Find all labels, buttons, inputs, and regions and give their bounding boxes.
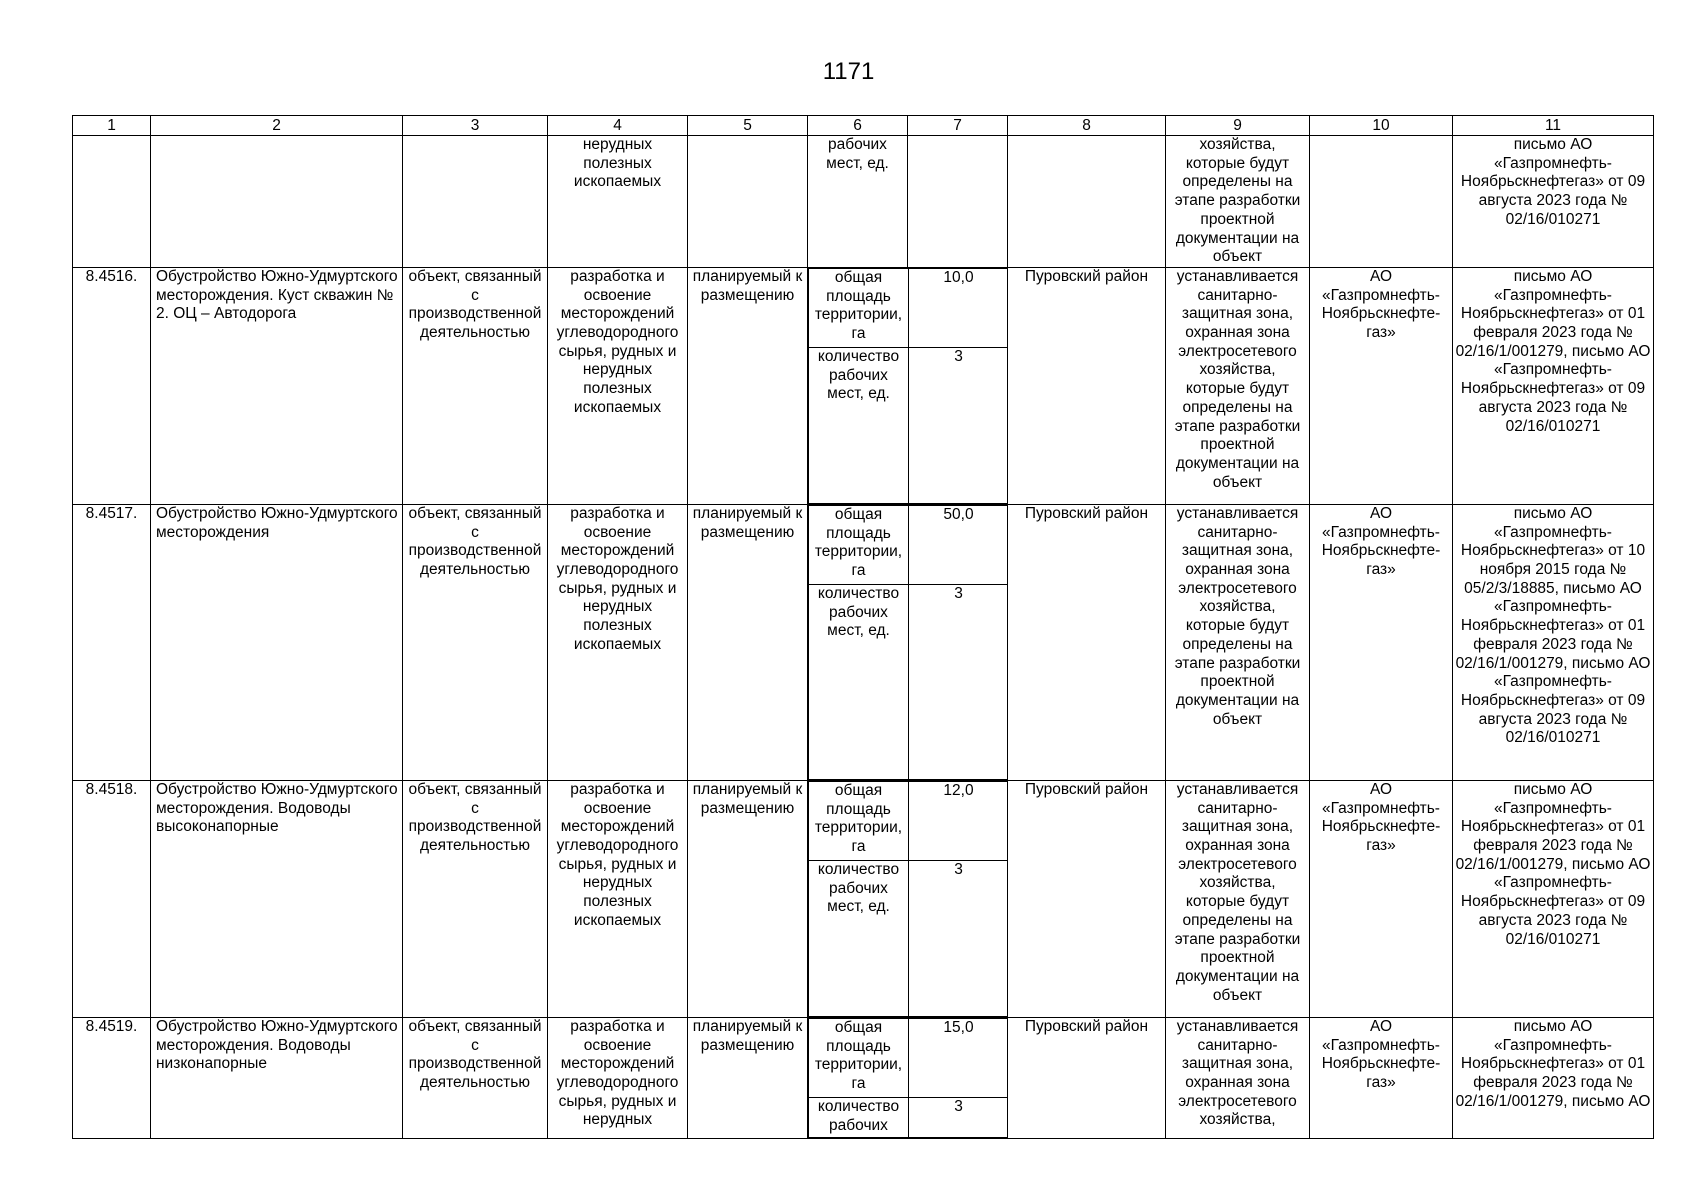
col-number: 5 [688,116,808,136]
object-type: объект, связанный с производственной деятельностью [403,780,548,1017]
object-status: планируемый к размещению [688,1017,808,1138]
organization-cell: АО «Газпромнефть-Ноябрьскнефте-газ» [1310,780,1453,1017]
characteristic-label: количество рабочих мест, ед. [809,860,909,1016]
purpose-cell: нерудных полезных ископаемых [548,136,688,268]
col-number: 4 [548,116,688,136]
col-number: 7 [908,116,1008,136]
column-numbers-row [73,116,1654,136]
zones-cell: устанавливается санитарно-защитная зона, охранная зона электросетевого хозяйства, которые будут определены на этапе разработки проектной документации на объект [1166,780,1310,1017]
col-number: 3 [403,116,548,136]
characteristic-label: общая площадь территории, га [809,1018,909,1097]
characteristic-value: 15,0 [909,1018,1008,1097]
col-number: 6 [808,116,908,136]
characteristic-label: общая площадь территории, га [809,505,909,584]
table-row [73,504,1654,780]
object-purpose: разработка и освоение месторождений углеводородного сырья, рудных и нерудных полезных ископаемых [548,780,688,1017]
object-type: объект, связанный с производственной деятельностью [403,504,548,780]
cell [1008,136,1166,268]
zones-cell: устанавливается санитарно-защитная зона, охранная зона электросетевого хозяйства, [1166,1017,1310,1138]
cell [688,136,808,268]
col-number: 11 [1453,116,1654,136]
organization-cell: АО «Газпромнефть-Ноябрьскнефте-газ» [1310,267,1453,504]
zones-cell: устанавливается санитарно-защитная зона, охранная зона электросетевого хозяйства, которые будут определены на этапе разработки проектной документации на объект [1166,504,1310,780]
characteristic-value: 10,0 [909,268,1008,347]
zones-cell: хозяйства, которые будут определены на этапе разработки проектной документации на объект [1166,136,1310,268]
objects-table [72,115,1654,1139]
characteristic-value: 12,0 [909,781,1008,860]
col-number: 9 [1166,116,1310,136]
object-type: объект, связанный с производственной деятельностью [403,1017,548,1138]
characteristic-label: количество рабочих мест, ед. [809,347,909,503]
row-number: 8.4519. [73,1017,151,1138]
characteristic-label: количество рабочих мест, ед. [809,584,909,779]
object-type: объект, связанный с производственной деятельностью [403,267,548,504]
characteristics [808,780,1008,1017]
cell [403,136,548,268]
cell [908,136,1008,268]
characteristic-cell: рабочих мест, ед. [808,136,908,268]
col-number: 1 [73,116,151,136]
object-purpose: разработка и освоение месторождений углеводородного сырья, рудных и нерудных полезных ископаемых [548,504,688,780]
zones-cell: устанавливается санитарно-защитная зона, охранная зона электросетевого хозяйства, которые будут определены на этапе разработки проектной документации на объект [1166,267,1310,504]
characteristic-label: общая площадь территории, га [809,781,909,860]
characteristic-value: 3 [909,584,1008,779]
cell [151,136,403,268]
object-purpose: разработка и освоение месторождений углеводородного сырья, рудных и нерудных [548,1017,688,1138]
characteristic-value: 3 [909,1097,1008,1137]
characteristic-label: количество рабочих [809,1097,909,1137]
organization-cell: АО «Газпромнефть-Ноябрьскнефте-газ» [1310,1017,1453,1138]
object-name: Обустройство Южно-Удмуртского месторождения. Водоводы высоконапорные [151,780,403,1017]
characteristics-table [808,268,1008,504]
characteristics-table [808,1018,1008,1138]
object-location: Пуровский район [1008,780,1166,1017]
characteristic-value: 50,0 [909,505,1008,584]
characteristic-value: 3 [909,347,1008,503]
col-number: 8 [1008,116,1166,136]
characteristics [808,267,1008,504]
object-name: Обустройство Южно-Удмуртского месторождения. Водоводы низконапорные [151,1017,403,1138]
basis-cell: письмо АО «Газпромнефть-Ноябрьскнефтегаз» от 10 ноября 2015 года № 05/2/3/18885, письмо АО «Газпромнефть-Ноябрьскнефтегаз» от 01 февраля 2023 года № 02/16/1/001279, письмо АО «Газпромнефть-Ноябрьскнефтегаз» от 09 августа 2023 года № 02/16/010271 [1453,504,1654,780]
row-number: 8.4516. [73,267,151,504]
basis-cell: письмо АО «Газпромнефть-Ноябрьскнефтегаз» от 01 февраля 2023 года № 02/16/1/001279, письмо АО «Газпромнефть-Ноябрьскнефтегаз» от 09 августа 2023 года № 02/16/010271 [1453,780,1654,1017]
object-location: Пуровский район [1008,1017,1166,1138]
object-location: Пуровский район [1008,267,1166,504]
characteristic-label: общая площадь территории, га [809,268,909,347]
table-row [73,267,1654,504]
characteristic-value: 3 [909,860,1008,1016]
row-number: 8.4518. [73,780,151,1017]
cell [1310,136,1453,268]
basis-cell: письмо АО «Газпромнефть-Ноябрьскнефтегаз» от 09 августа 2023 года № 02/16/010271 [1453,136,1654,268]
object-name: Обустройство Южно-Удмуртского месторождения. Куст скважин № 2. ОЦ – Автодорога [151,267,403,504]
characteristics-table [808,505,1008,780]
page-number: 1171 [822,58,875,85]
characteristics [808,1017,1008,1138]
row-number: 8.4517. [73,504,151,780]
basis-cell: письмо АО «Газпромнефть-Ноябрьскнефтегаз» от 01 февраля 2023 года № 02/16/1/001279, письмо АО «Газпромнефть-Ноябрьскнефтегаз» от 09 августа 2023 года № 02/16/010271 [1453,267,1654,504]
cell [73,136,151,268]
col-number: 10 [1310,116,1453,136]
col-number: 2 [151,116,403,136]
object-status: планируемый к размещению [688,780,808,1017]
object-status: планируемый к размещению [688,267,808,504]
characteristics [808,504,1008,780]
object-location: Пуровский район [1008,504,1166,780]
table-row [73,780,1654,1017]
basis-cell: письмо АО «Газпромнефть-Ноябрьскнефтегаз» от 01 февраля 2023 года № 02/16/1/001279, письмо АО [1453,1017,1654,1138]
table-row [73,1017,1654,1138]
object-purpose: разработка и освоение месторождений углеводородного сырья, рудных и нерудных полезных ископаемых [548,267,688,504]
object-status: планируемый к размещению [688,504,808,780]
object-name: Обустройство Южно-Удмуртского месторождения [151,504,403,780]
continuation-row [73,136,1654,268]
organization-cell: АО «Газпромнефть-Ноябрьскнефте-газ» [1310,504,1453,780]
characteristics-table [808,781,1008,1017]
